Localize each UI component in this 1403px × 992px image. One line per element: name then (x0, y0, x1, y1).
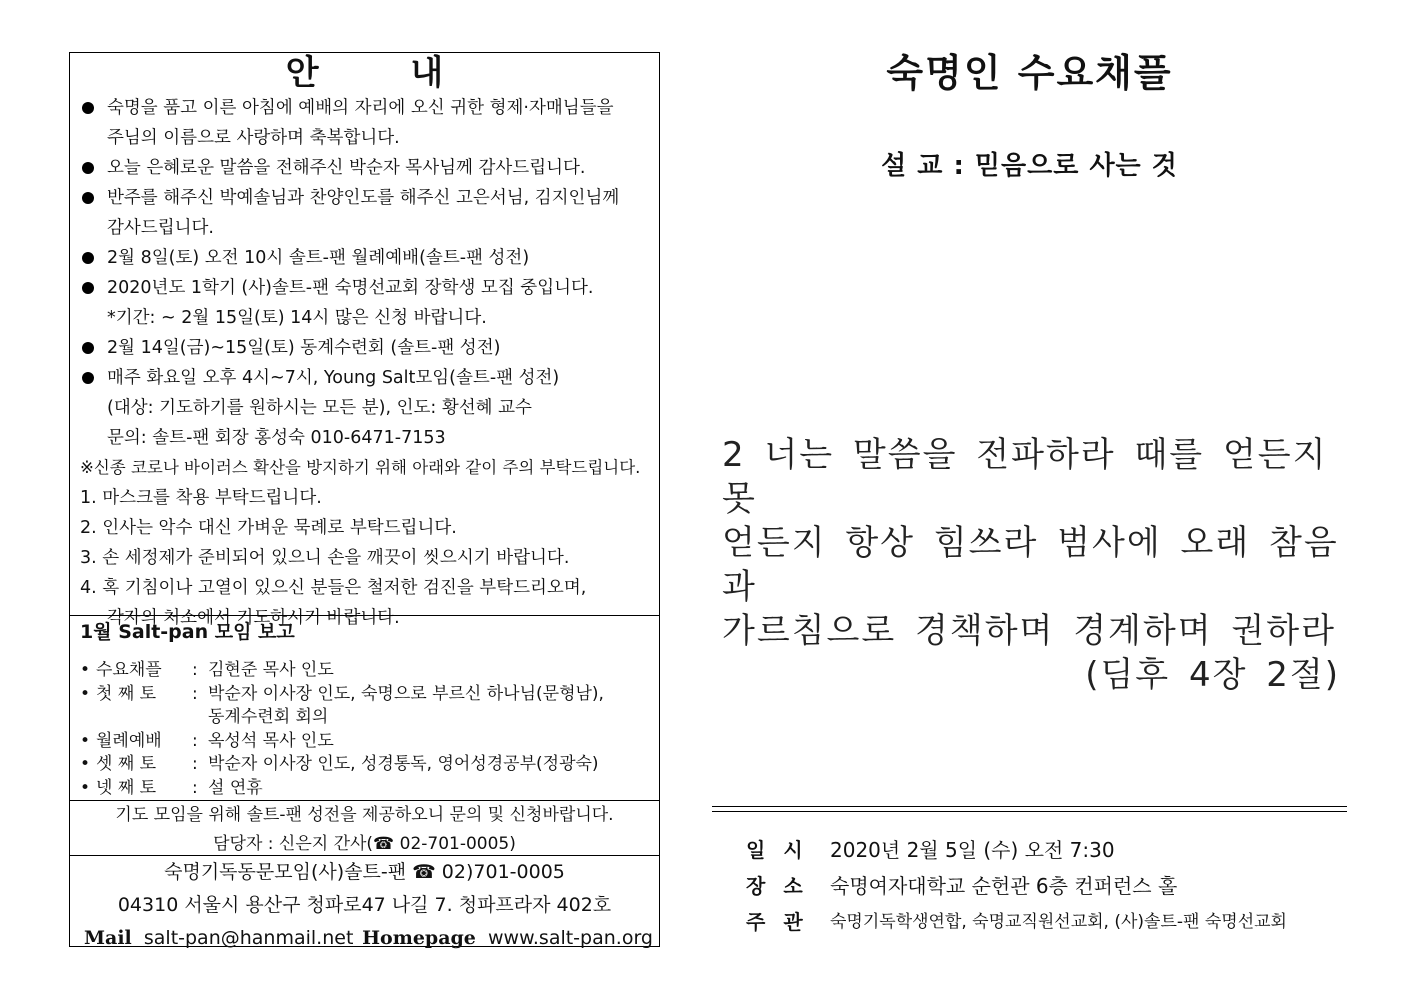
announcement-line: 매주 화요일 오후 4시~7시, Young Salt모임(솔트-팬 성전) (107, 368, 560, 388)
bullet-icon (82, 342, 94, 354)
announcement-item (70, 153, 659, 183)
announcement-line: 오늘 은혜로운 말씀을 전해주신 박순자 목사님께 감사드립니다. (107, 158, 586, 178)
address: 04310 서울시 용산구 청파로47 나길 7. 청파프라자 402호 (117, 894, 612, 916)
mail-homepage-row (70, 922, 659, 955)
report-title: 1월 Salt-pan 모임 보고 (80, 621, 295, 643)
date-value: 2020년 2월 5일 (수) 오전 7:30 (830, 838, 1115, 862)
bible-verse (722, 433, 1340, 697)
announcement-line: 2월 8일(토) 오전 10시 솔트-팬 월례예배(솔트-팬 성전) (107, 248, 530, 268)
divider (712, 806, 1347, 807)
corona-item-continuation: 각자의 처소에서 기도하시기 바랍니다. (107, 608, 400, 628)
bullet-icon (82, 282, 94, 294)
place-value: 숙명여자대학교 순헌관 6층 컨퍼런스 홀 (830, 874, 1178, 898)
report-row: • 월례예배 : 옥성석 목사 인도 (80, 730, 334, 751)
announcement-line: 주님의 이름으로 사랑하며 축복합니다. (107, 128, 400, 148)
verse-line: 2 너는 말씀을 전파하라 때를 얻든지 못 (722, 435, 1328, 519)
host-label: 주관 (746, 910, 821, 934)
verse-line: 얻든지 항상 힘쓰라 범사에 오래 참음과 (722, 523, 1339, 607)
announcement-line: 2020년도 1학기 (사)솔트-팬 숙명선교회 장학생 모집 중입니다. (107, 278, 594, 298)
notice-panel (69, 52, 660, 947)
homepage-url: www.salt-pan.org (488, 927, 653, 949)
place-label: 장소 (746, 874, 821, 898)
mail-address: salt-pan@hanmail.net (143, 927, 354, 949)
host-value: 숙명기독학생연합, 숙명교직원선교회, (사)솔트-팬 숙명선교회 (830, 912, 1287, 932)
date-row (746, 832, 1287, 868)
announcement-line: 반주를 해주신 박예솔님과 찬양인도를 해주신 고은서님, 김지인님께 (107, 188, 620, 208)
host-row (746, 904, 1287, 940)
announcement-item (70, 333, 659, 363)
prayer-meeting-notice (70, 800, 659, 855)
corona-notice: ※신종 코로나 바이러스 확산을 방지하기 위해 아래와 같이 주의 부탁드립니다. (80, 458, 641, 477)
bullet-icon (82, 192, 94, 204)
announcement-line: 2월 14일(금)~15일(토) 동계수련회 (솔트-팬 성전) (107, 338, 501, 358)
verse-line: 가르침으로 경책하며 경계하며 권하라 (722, 611, 1336, 651)
announcement-list (70, 93, 659, 633)
place-row (746, 868, 1287, 904)
announcement-line: 문의: 솔트-팬 회장 홍성숙 010-6471-7153 (107, 428, 446, 448)
sermon-title: 설 교 : 믿음으로 사는 것 (881, 151, 1178, 181)
mail-info: Mail salt-pan@hanmail.net (84, 927, 354, 949)
report-row: 동계수련회 회의 (208, 707, 329, 727)
announcement-item (70, 273, 659, 333)
corona-item: 2. 인사는 악수 대신 가벼운 묵례로 부탁드립니다. (80, 518, 457, 538)
corona-item: 3. 손 세정제가 준비되어 있으니 손을 깨끗이 씻으시기 바랍니다. (80, 548, 570, 568)
announcement-item (70, 183, 659, 243)
announcement-item (70, 363, 659, 453)
report-row: • 첫 째 토 : 박순자 이사장 인도, 숙명으로 부르신 하나님(문형남), (80, 683, 604, 704)
verse-reference: (딤후 4장 2절) (1085, 655, 1340, 695)
chapel-title: 숙명인 수요채플 (886, 51, 1173, 95)
announcement-line: 숙명을 품고 이른 아침에 예배의 자리에 오신 귀한 형제·자매님들을 (107, 98, 614, 118)
report-list (70, 659, 659, 800)
announcement-line: *기간: ~ 2월 15일(토) 14시 많은 신청 바랍니다. (107, 308, 487, 328)
announcement-line: 감사드립니다. (107, 218, 214, 238)
bullet-icon (82, 252, 94, 264)
event-info (746, 832, 1287, 940)
corona-item: 4. 혹 기침이나 고열이 있으신 분들은 철저한 검진을 부탁드리오며, (80, 578, 587, 598)
divider (712, 811, 1347, 812)
announcement-item (70, 93, 659, 153)
report-row: • 수요채플 : 김현준 목사 인도 (80, 660, 334, 680)
prayer-line: 기도 모임을 위해 솔트-팬 성전을 제공하오니 문의 및 신청바랍니다. (115, 805, 614, 825)
homepage-info: Homepage www.salt-pan.org (362, 927, 653, 949)
prayer-contact: 담당자 : 신은지 간사(☎ 02-701-0005) (213, 834, 516, 854)
notice-title: 안 내 (285, 53, 484, 93)
corona-item: 1. 마스크를 착용 부탁드립니다. (80, 488, 322, 508)
monthly-report (70, 615, 659, 800)
bullet-icon (82, 102, 94, 114)
contact-footer (70, 855, 659, 948)
date-label: 일시 (746, 838, 821, 862)
bullet-icon (82, 162, 94, 174)
report-row: • 넷 째 토 : 설 연휴 (80, 777, 263, 798)
announcement-item (70, 243, 659, 273)
org-phone: 숙명기독동문모임(사)솔트-팬 ☎ 02)701-0005 (164, 861, 565, 883)
bullet-icon (82, 372, 94, 384)
announcement-line: (대상: 기도하기를 원하시는 모든 분), 인도: 황선혜 교수 (107, 398, 532, 418)
report-row: • 셋 째 토 : 박순자 이사장 인도, 성경통독, 영어성경공부(정광숙) (80, 754, 599, 774)
